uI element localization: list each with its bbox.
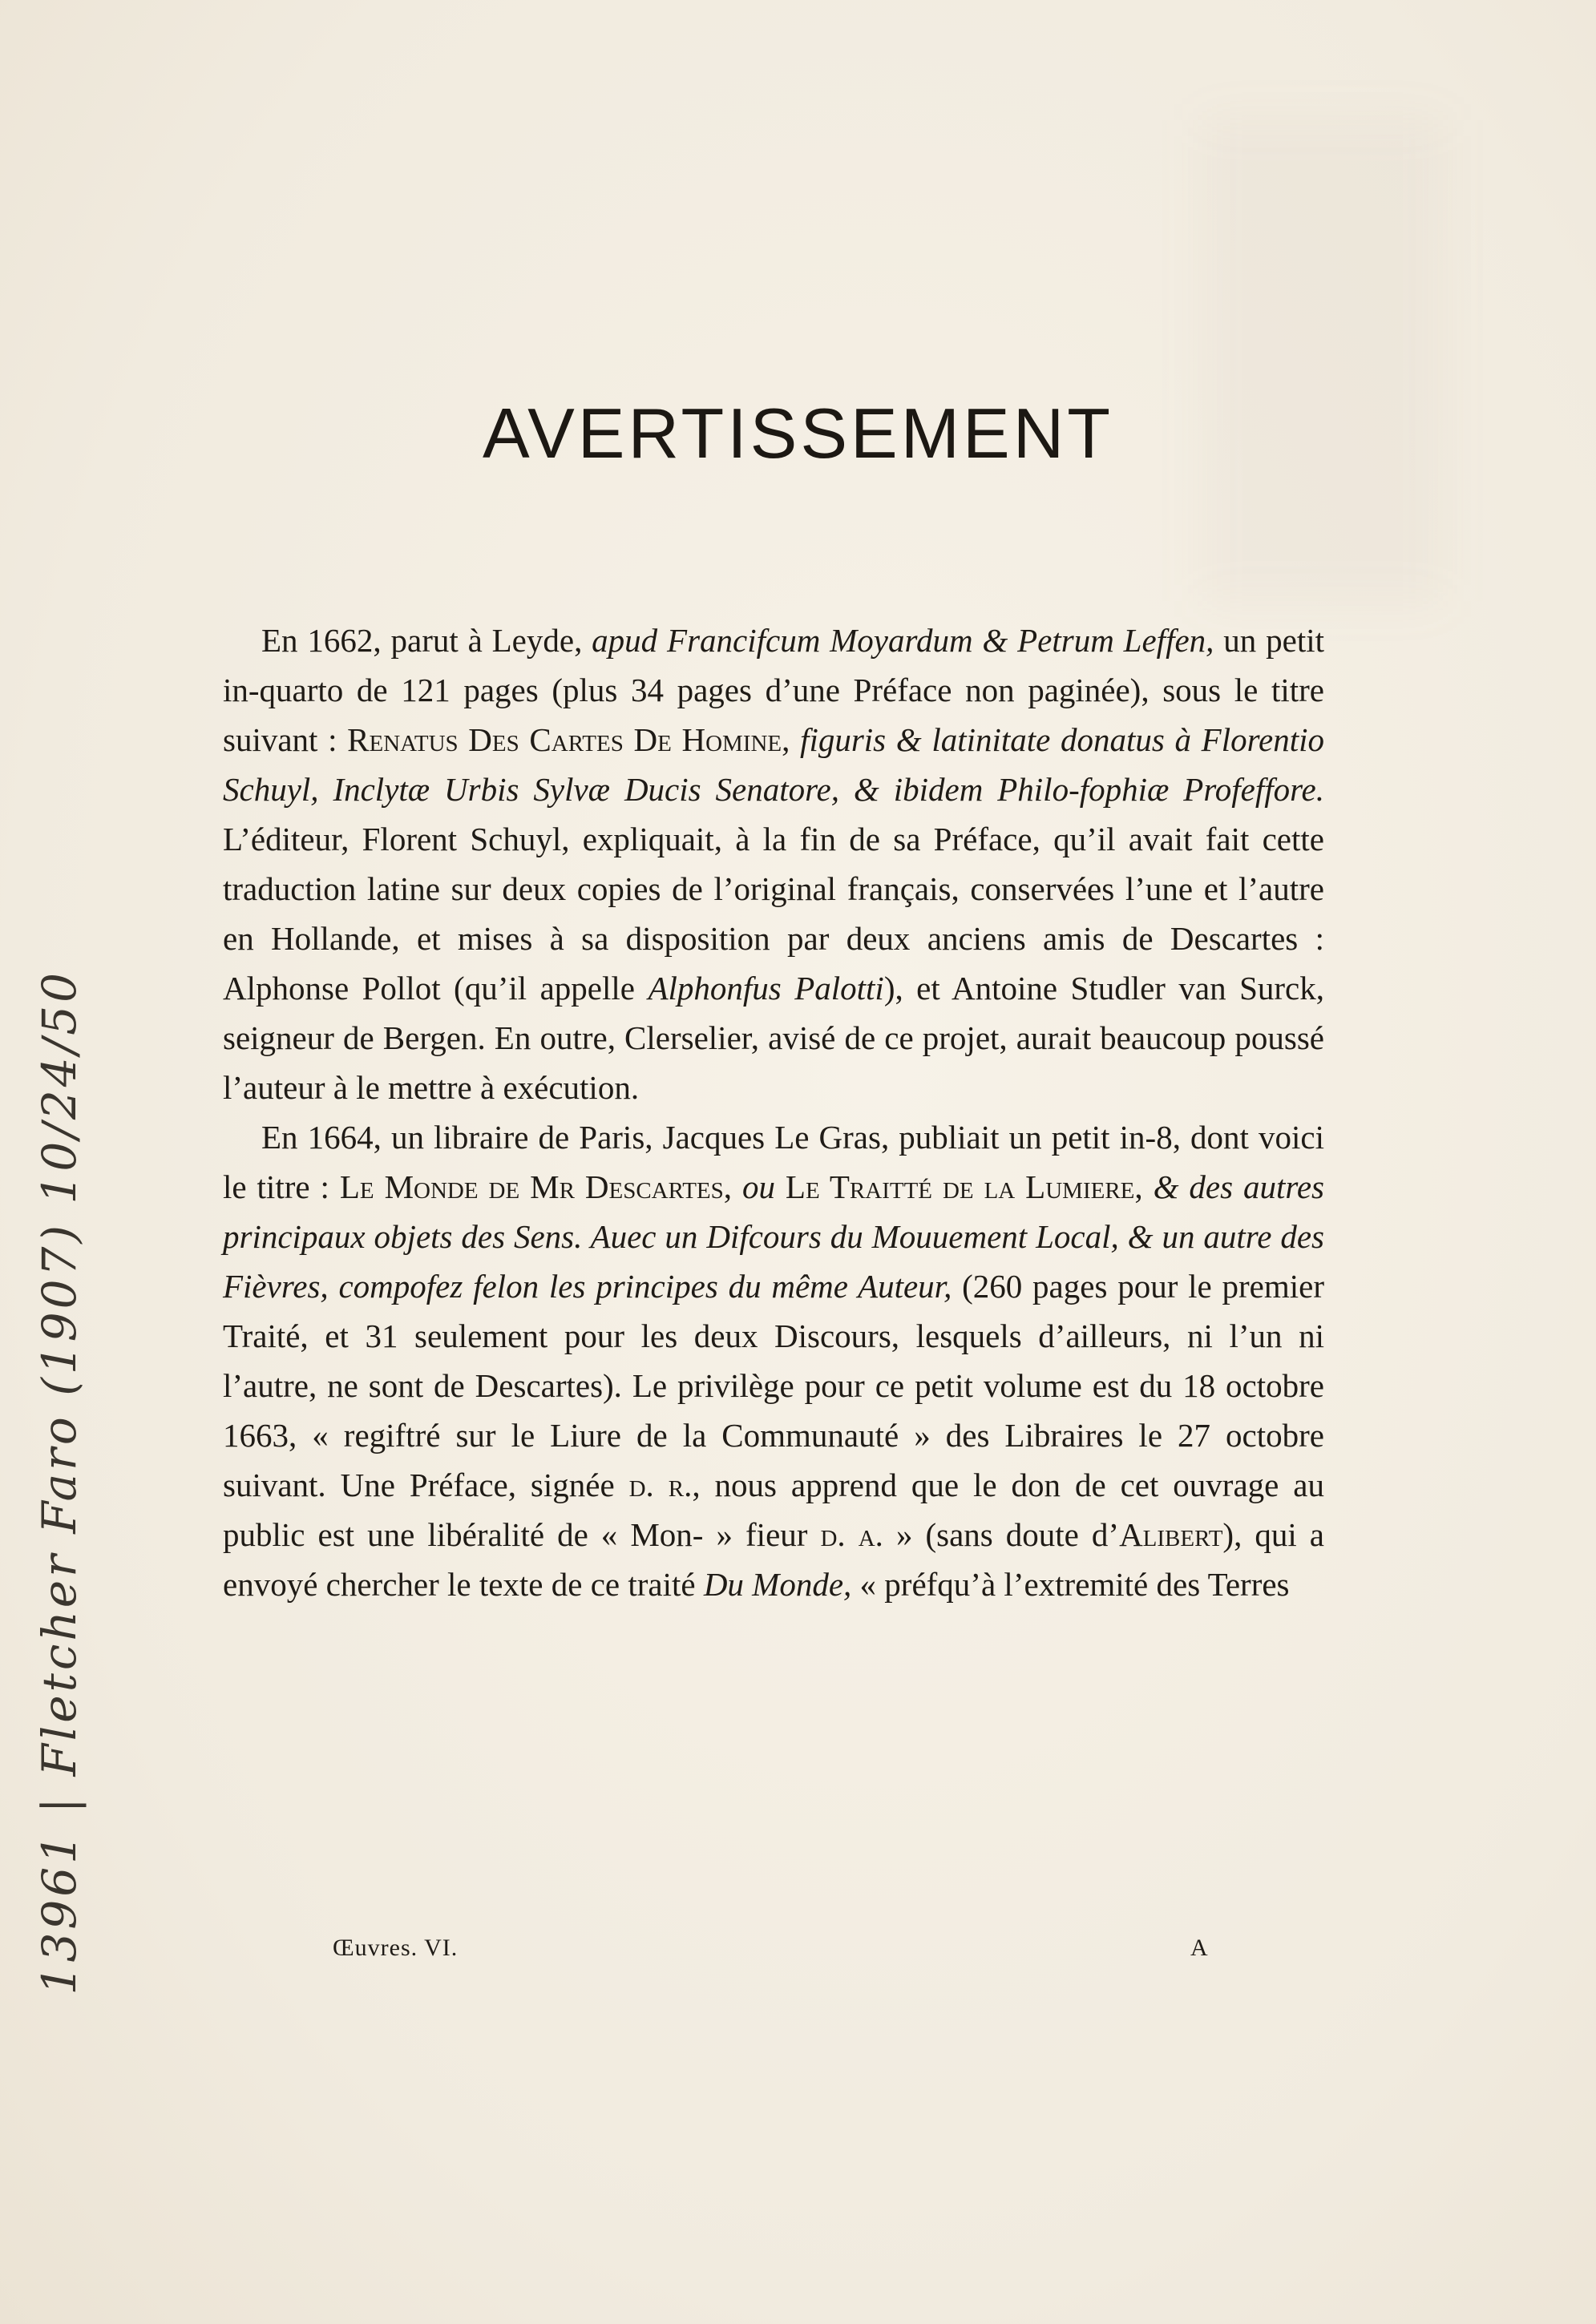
footer-signature: Œuvres. VI. [333, 1935, 459, 1961]
italic-run: figuris & latinitate donatus à Florentio Schuyl, Inclytæ Urbis Sylvæ Ducis Senatore, & ibidem Philo-fophiæ Profeffore. [223, 721, 1325, 808]
text-run: En 1664, un libraire de Paris, Jacques Le Gras, publiait un petit in-8, dont voici le titre : [223, 1119, 1324, 1205]
italic-run: & des autres principaux objets des Sens. Auec un Difcours du Mouuement Local, & un autre des Fièvres, compofez felon les principes du même Auteur, [223, 1168, 1325, 1305]
handwritten-margin-annotation [16, 970, 120, 2252]
text-run: nous apprend que le don de cet ouvrage au public est une libéralité de « Mon- » fieur [223, 1467, 1324, 1553]
italic-run: Alphonfus Palotti [648, 970, 884, 1007]
small-caps-run: Alibert [1119, 1516, 1223, 1553]
italic-run: apud Francifcum Moyardum & Petrum Leffen, [592, 622, 1214, 659]
text-run: « préfqu’à l’extremité des Terres [851, 1566, 1290, 1603]
italic-run: Du Monde, [703, 1566, 852, 1603]
paragraph-2 [223, 1112, 1324, 1609]
small-caps-run: Le Traitté de la Lumiere, [785, 1168, 1143, 1205]
footer-gathering-mark: A [1190, 1935, 1208, 1961]
text-run: un petit in-quarto de 121 pages (plus 34 pages d’une Préface non paginée), sous le titre suivant : [223, 622, 1324, 758]
page-footer [0, 1935, 1596, 1967]
page-title: AVERTISSEMENT [482, 393, 1114, 473]
small-caps-run: Le Monde de Mr Descartes, [339, 1168, 733, 1205]
text-run: ), qui a envoyé chercher le texte de ce traité [223, 1516, 1324, 1603]
text-run: En 1662, parut à Leyde, [261, 622, 592, 659]
paragraph-1 [223, 615, 1324, 1112]
text-run: (260 pages pour le premier Traité, et 31 seulement pour les deux Discours, lesquels d’ailleurs, ni l’un ni l’autre, ne sont de Descartes). Le privilège pour ce petit volume est du 18 octobre 1663, « regiftré sur le Liure de la Communauté » des Libraires le 27 octobre suivant. Une Préface, signée [223, 1268, 1324, 1503]
text-run: ), et Antoine Studler van Surck, seigneur de Bergen. En outre, Clerselier, avisé de ce projet, aurait beaucoup poussé l’auteur à le mettre à exécution. [223, 970, 1324, 1106]
show-through-shadow [1202, 120, 1443, 601]
text-run [790, 721, 800, 758]
text-run: L’éditeur, Florent Schuyl, expliquait, à la fin de sa Préface, qu’il avait fait cette traduction latine sur deux copies de l’original français, conservées l’une et l’autre en Hollande, et mises à sa disposition par deux anciens amis de Descartes : Alphonse Pollot (qu’il appelle [223, 821, 1324, 1007]
text-run [732, 1168, 742, 1205]
small-caps-run: Renatus Des Cartes De Homine, [347, 721, 790, 758]
italic-run: ou [741, 1168, 775, 1205]
text-run: » (sans doute d’ [883, 1516, 1120, 1553]
text-run [1143, 1168, 1154, 1205]
small-caps-run: d. a. [820, 1516, 883, 1553]
body-text [223, 615, 1324, 1609]
small-caps-run: d. r., [628, 1467, 701, 1503]
margin-annotation-text: 13961 | Fletcher Faro (1907) 10/24/50 [32, 970, 87, 1995]
text-run [775, 1168, 786, 1205]
